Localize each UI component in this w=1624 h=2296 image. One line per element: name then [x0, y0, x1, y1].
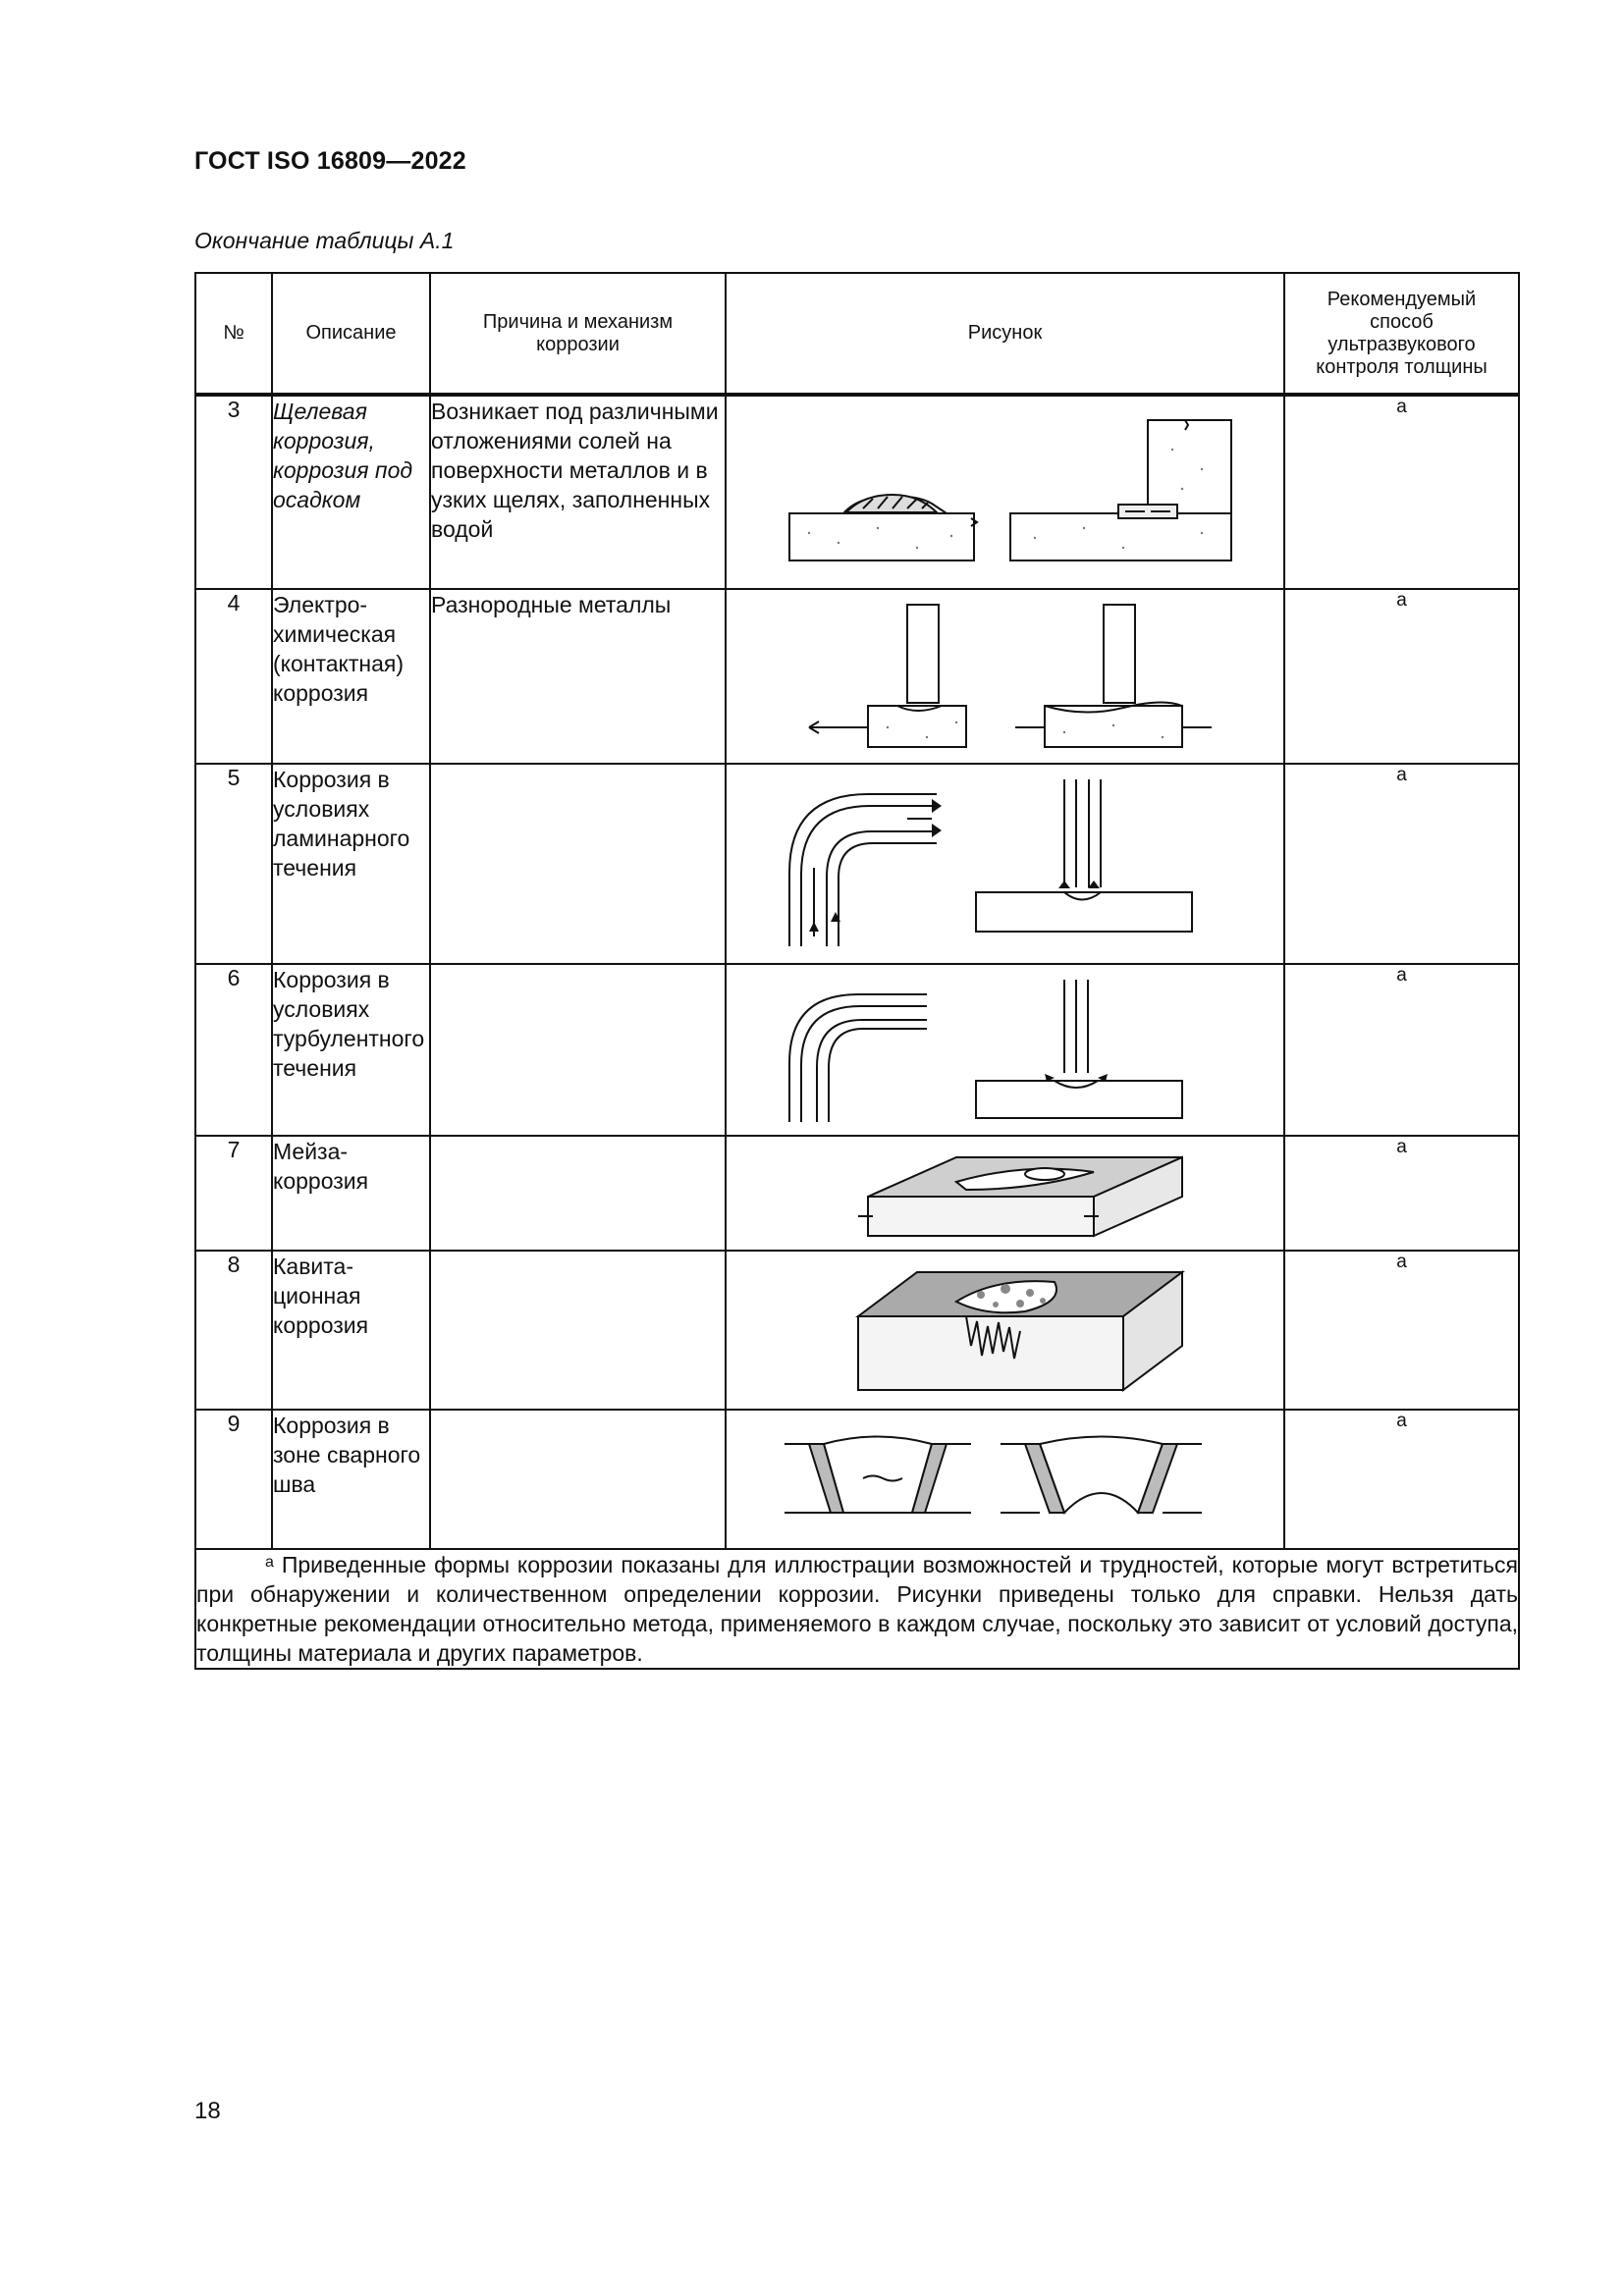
row-cause	[430, 764, 726, 964]
column-header-method	[1284, 273, 1519, 395]
column-header-figure: Рисунок	[726, 273, 1284, 395]
column-header-method-label: Рекомендуемый способ ультразвукового контроля толщины	[1316, 288, 1488, 378]
column-header-cause	[430, 273, 726, 395]
document-code: ГОСТ ISO 16809—2022	[194, 147, 466, 175]
galvanic-corrosion-figure	[726, 589, 1284, 764]
row-number: 7	[195, 1136, 272, 1251]
column-header-description: Описание	[272, 273, 430, 395]
table-caption: Окончание таблицы А.1	[194, 228, 455, 253]
table-row	[195, 395, 1519, 589]
row-method: a	[1284, 1136, 1519, 1251]
weld-zone-corrosion-figure	[726, 1410, 1284, 1549]
row-description: Коррозия в зоне сварного шва	[272, 1410, 430, 1549]
row-method: a	[1284, 1251, 1519, 1410]
cavitation-corrosion-figure	[726, 1251, 1284, 1410]
row-cause: Разнородные металлы	[430, 589, 726, 764]
corrosion-table	[194, 272, 1520, 1670]
table-row	[195, 764, 1519, 964]
row-number: 6	[195, 964, 272, 1136]
footnote-mark: a	[265, 1554, 274, 1571]
row-cause	[430, 1251, 726, 1410]
row-method: a	[1284, 395, 1519, 589]
crevice-corrosion-figure	[726, 395, 1284, 589]
row-number: 3	[195, 395, 272, 589]
row-description: Коррозия в условиях турбулентного течения	[272, 964, 430, 1136]
row-description: Кавитационная коррозия	[272, 1251, 430, 1410]
table-footnote	[195, 1549, 1519, 1669]
column-header-cause-label: Причина и механизм коррозии	[482, 310, 674, 355]
table-row	[195, 1136, 1519, 1251]
row-number: 9	[195, 1410, 272, 1549]
row-number: 8	[195, 1251, 272, 1410]
row-number: 4	[195, 589, 272, 764]
laminar-flow-corrosion-figure	[726, 764, 1284, 964]
table-row	[195, 589, 1519, 764]
table-header-row	[195, 273, 1519, 395]
row-description: Мейза-коррозия	[272, 1136, 430, 1251]
row-description: Щелевая коррозия, коррозия под осадком	[272, 395, 430, 589]
table-row	[195, 1251, 1519, 1410]
turbulent-flow-corrosion-figure	[726, 964, 1284, 1136]
mesa-corrosion-figure	[726, 1136, 1284, 1251]
row-description: Электрохимическая (контактная) коррозия	[272, 589, 430, 764]
row-method: a	[1284, 1410, 1519, 1549]
row-number: 5	[195, 764, 272, 964]
row-method: a	[1284, 764, 1519, 964]
row-method: a	[1284, 589, 1519, 764]
row-cause	[430, 964, 726, 1136]
row-method: a	[1284, 964, 1519, 1136]
row-cause	[430, 1136, 726, 1251]
page-number: 18	[194, 2098, 221, 2124]
footnote-text: Приведенные формы коррозии показаны для иллюстрации возможностей и трудностей, которые могут встретиться при обнаружении и количественном определении коррозии. Рисунки приведены только для справки. Нельзя дать конкретные рекомендации относительно метода, применяемого в каждом случае, поскольку это зависит от условий доступа, толщины материала и других параметров.	[196, 1552, 1518, 1666]
table-row	[195, 964, 1519, 1136]
row-cause	[430, 1410, 726, 1549]
row-cause: Возникает под различными отложениями солей на поверхности металлов и в узких щелях, заполненных водой	[430, 395, 726, 589]
table-footnote-row	[195, 1549, 1519, 1669]
column-header-num: №	[195, 273, 272, 395]
table-row	[195, 1410, 1519, 1549]
row-description: Коррозия в условиях ламинарного течения	[272, 764, 430, 964]
